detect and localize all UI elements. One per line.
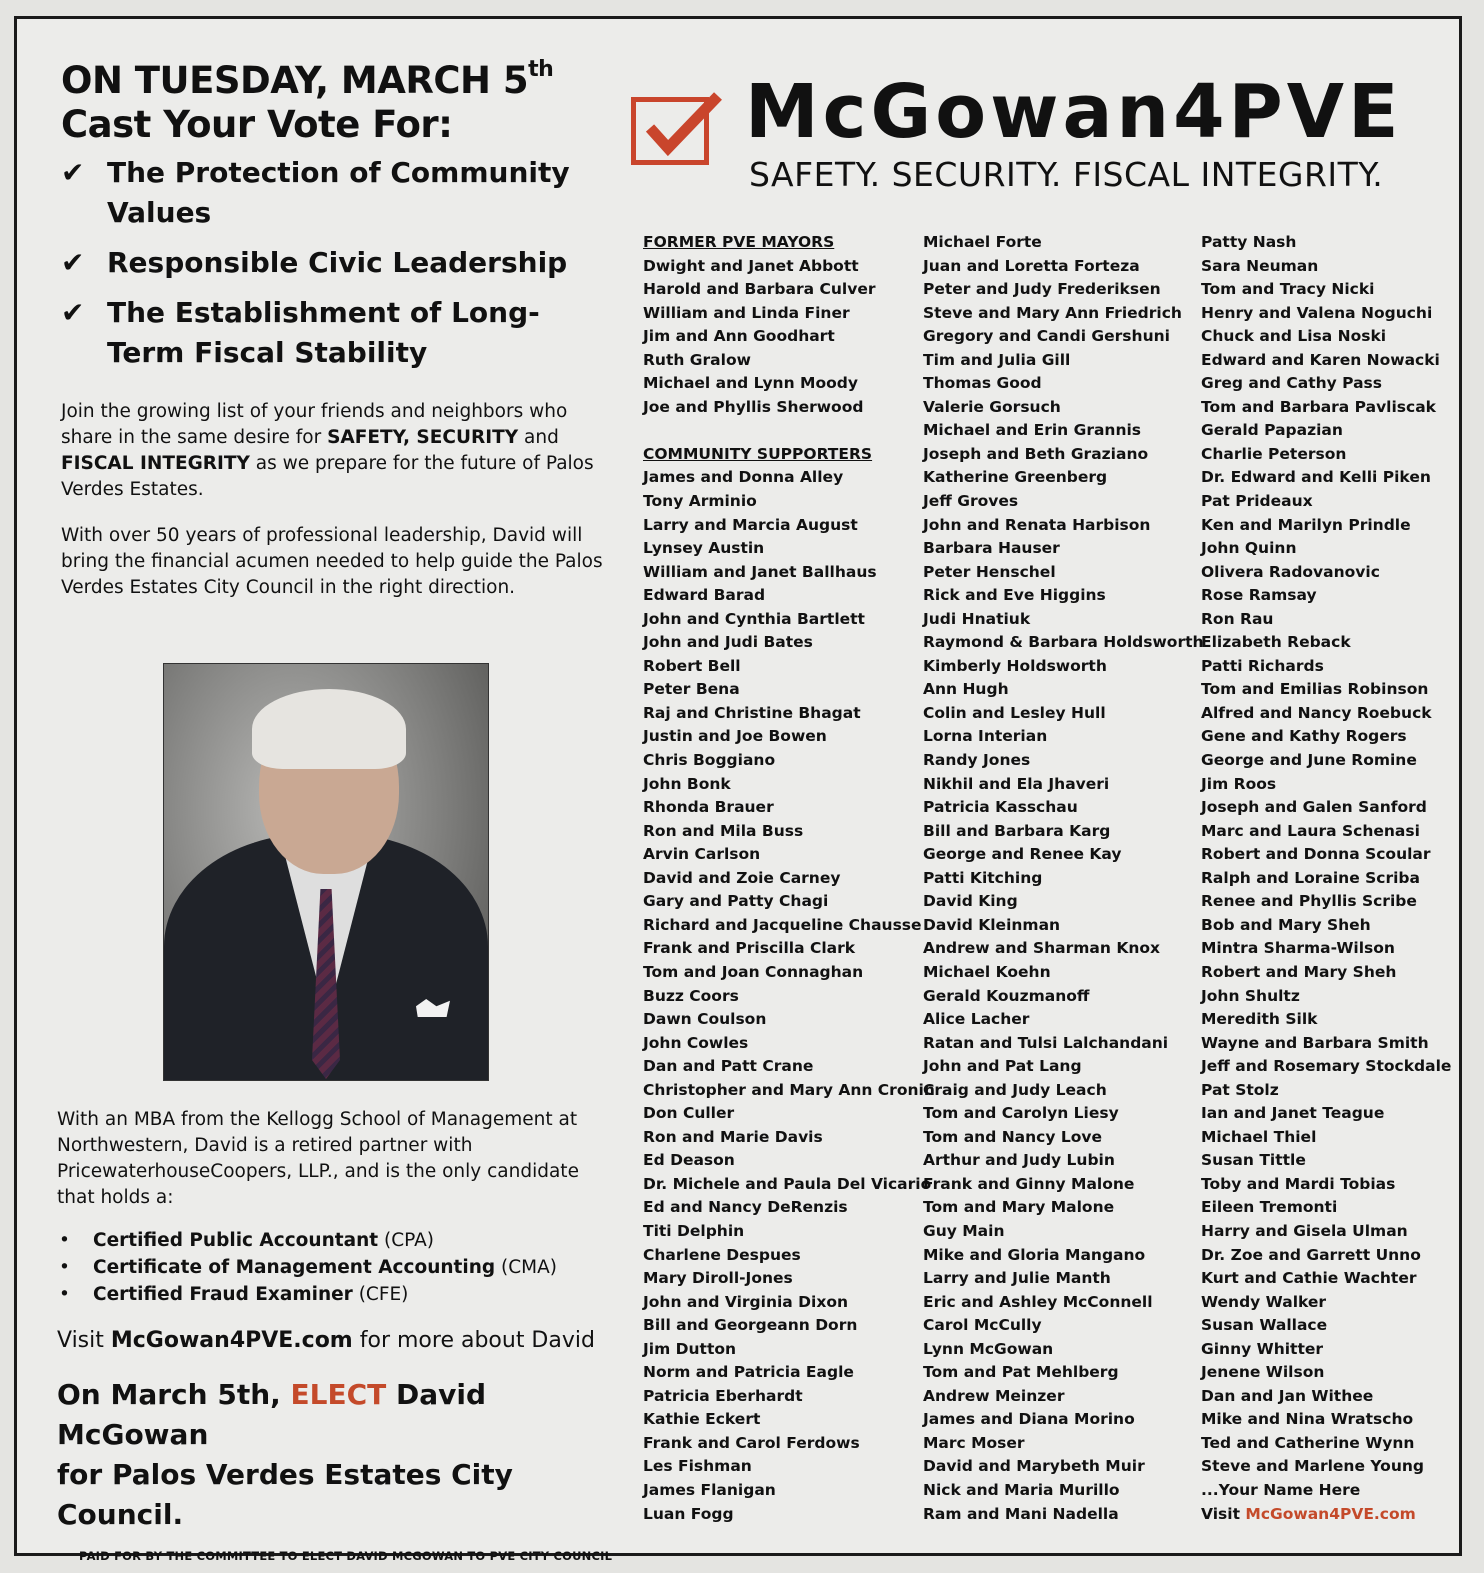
supporter-name: Ron Rau — [1201, 609, 1274, 628]
supporter-name: Joe and Phyllis Sherwood — [643, 397, 864, 416]
supporter-name: Robert Bell — [643, 656, 741, 675]
supporter-name: Dr. Michele and Paula Del Vicario — [643, 1174, 932, 1193]
bio-paragraph: With an MBA from the Kellogg School of Management at Northwestern, David is a retired partner with PricewaterhouseCoopers, LLP., and is the only candidate that holds a: — [57, 1109, 579, 1208]
supporter-name: Pat Prideaux — [1201, 492, 1313, 511]
supporter-name: Olivera Radovanovic — [1201, 562, 1380, 581]
supporter-name: Rhonda Brauer — [643, 798, 774, 817]
supporter-name: Gene and Kathy Rogers — [1201, 727, 1407, 746]
supporter-name: Tom and Mary Malone — [923, 1198, 1115, 1217]
supporter-name: Edward and Karen Nowacki — [1201, 350, 1440, 369]
supporter-name: Ron and Mila Buss — [643, 821, 804, 840]
supporter-name: Patti Richards — [1201, 656, 1324, 675]
supporter-name: Robert and Donna Scoular — [1201, 845, 1431, 864]
supporter-name: Frank and Ginny Malone — [923, 1174, 1135, 1193]
supporter-name: Alfred and Nancy Roebuck — [1201, 703, 1432, 722]
section-heading-community: COMMUNITY SUPPORTERS — [643, 444, 873, 463]
supporter-name: Mary Diroll-Jones — [643, 1269, 793, 1288]
supporter-name: Valerie Gorsuch — [923, 397, 1061, 416]
supporter-name: Dan and Jan Withee — [1201, 1386, 1374, 1405]
supporter-name: Ralph and Loraine Scriba — [1201, 868, 1420, 887]
supporter-name: Carol McCully — [923, 1316, 1042, 1335]
supporter-name: Joseph and Beth Graziano — [923, 444, 1149, 463]
supporter-name: Luan Fogg — [643, 1504, 734, 1523]
supporter-name: Titi Delphin — [643, 1221, 745, 1240]
supporter-name: Christopher and Mary Ann Cronin — [643, 1080, 935, 1099]
supporter-name: Raymond & Barbara Holdsworth — [923, 633, 1204, 652]
supporter-name: Chris Boggiano — [643, 751, 776, 770]
supporter-name: Arthur and Judy Lubin — [923, 1151, 1115, 1170]
supporter-name: Steve and Marlene Young — [1201, 1457, 1424, 1476]
supporter-name: John and Judi Bates — [643, 633, 813, 652]
supporter-name: Ed and Nancy DeRenzis — [643, 1198, 848, 1217]
supporter-name: Justin and Joe Bowen — [643, 727, 827, 746]
supporter-name: Nikhil and Ela Jhaveri — [923, 774, 1110, 793]
supporter-name: Ann Hugh — [923, 680, 1009, 699]
supporter-name: Tom and Carolyn Liesy — [923, 1104, 1119, 1123]
elect-callout: On March 5th, ELECT David McGowan for Palos Verdes Estates City Council. — [57, 1378, 513, 1531]
supporter-name: John and Renata Harbison — [923, 515, 1151, 534]
supporter-name: Susan Wallace — [1201, 1316, 1328, 1335]
supporter-name: John Bonk — [643, 774, 731, 793]
supporter-name: Tony Arminio — [643, 492, 757, 511]
supporter-name: Jim and Ann Goodhart — [643, 327, 835, 346]
value-item: ✔ The Establishment of Long-Term Fiscal Stability — [61, 293, 567, 373]
supporter-name: Renee and Phyllis Scribe — [1201, 892, 1417, 911]
supporter-name: John and Virginia Dixon — [643, 1292, 849, 1311]
supporter-name: Eric and Ashley McConnell — [923, 1292, 1153, 1311]
supporter-name: Michael Koehn — [923, 962, 1051, 981]
supporter-name: Meredith Silk — [1201, 1010, 1318, 1029]
supporter-name: Mintra Sharma-Wilson — [1201, 939, 1395, 958]
headline-line2: Cast Your Vote For: — [61, 103, 453, 146]
supporter-name: Dr. Zoe and Garrett Unno — [1201, 1245, 1421, 1264]
left-column — [61, 59, 621, 601]
supporter-name: Larry and Marcia August — [643, 515, 858, 534]
supporter-name: Guy Main — [923, 1221, 1005, 1240]
supporter-name: Ron and Marie Davis — [643, 1127, 823, 1146]
supporter-name: Les Fishman — [643, 1457, 752, 1476]
supporter-name: Frank and Priscilla Clark — [643, 939, 856, 958]
supporter-name: Elizabeth Reback — [1201, 633, 1351, 652]
supporter-name: Greg and Cathy Pass — [1201, 374, 1382, 393]
supporter-name: Tom and Barbara Pavliscak — [1201, 397, 1436, 416]
supporter-name: William and Janet Ballhaus — [643, 562, 877, 581]
supporter-name: Rose Ramsay — [1201, 586, 1317, 605]
supporter-name: George and Renee Kay — [923, 845, 1122, 864]
supporter-name: Larry and Julie Manth — [923, 1269, 1111, 1288]
supporter-name: Edward Barad — [643, 586, 766, 605]
supporter-name: Thomas Good — [923, 374, 1042, 393]
supporter-name: Wendy Walker — [1201, 1292, 1327, 1311]
supporter-name: Raj and Christine Bhagat — [643, 703, 861, 722]
supporter-name: Rick and Eve Higgins — [923, 586, 1106, 605]
supporter-name: Andrew and Sharman Knox — [923, 939, 1161, 958]
section-heading-former-mayors: FORMER PVE MAYORS — [643, 233, 835, 251]
supporter-name: James and Diana Morino — [923, 1410, 1135, 1429]
supporter-name: Jenene Wilson — [1201, 1363, 1325, 1382]
supporter-name: Patricia Kasschau — [923, 798, 1078, 817]
brand-tagline: SAFETY. SECURITY. FISCAL INTEGRITY. — [749, 155, 1384, 194]
supporter-name: Richard and Jacqueline Chausse — [643, 915, 922, 934]
supporter-name: Wayne and Barbara Smith — [1201, 1033, 1429, 1052]
credential-item: • Certified Fraud Examiner (CFE) — [59, 1284, 409, 1305]
supporter-name: Ram and Mani Nadella — [923, 1504, 1119, 1523]
supporter-name: Jim Dutton — [643, 1339, 737, 1358]
supporter-name: Ruth Gralow — [643, 350, 751, 369]
supporter-name: Bob and Mary Sheh — [1201, 915, 1371, 934]
checkmark-icon: ✔ — [61, 296, 85, 329]
campaign-ad — [14, 16, 1462, 1563]
supporters-column-2 — [923, 231, 1204, 1526]
credential-item: • Certified Public Accountant (CPA) — [59, 1230, 434, 1251]
supporter-name: Chuck and Lisa Noski — [1201, 327, 1387, 346]
visit-website-line: Visit McGowan4PVE.com for more about David — [57, 1328, 595, 1353]
supporter-name: James and Donna Alley — [643, 468, 844, 487]
supporter-name: Gary and Patty Chagi — [643, 892, 829, 911]
leadership-paragraph: With over 50 years of professional leadership, David will bring the financial acumen needed to help guide the Palos Verdes Estates City Council in the right direction. — [61, 525, 603, 598]
supporter-name: Michael and Erin Grannis — [923, 421, 1142, 440]
supporter-name: Steve and Mary Ann Friedrich — [923, 303, 1182, 322]
supporter-name: Arvin Carlson — [643, 845, 761, 864]
supporter-name: Michael Thiel — [1201, 1127, 1317, 1146]
supporter-name: Norm and Patricia Eagle — [643, 1363, 854, 1382]
paid-for-disclaimer: PAID FOR BY THE COMMITTEE TO ELECT DAVID MCGOWAN TO PVE CITY COUNCIL — [79, 1549, 613, 1563]
supporter-name: Pat Stolz — [1201, 1080, 1279, 1099]
supporter-name: Lynsey Austin — [643, 539, 765, 558]
headline-line1: ON TUESDAY, MARCH 5 — [61, 59, 529, 102]
supporter-name: John Cowles — [643, 1033, 749, 1052]
supporter-name: Peter and Judy Frederiksen — [923, 280, 1161, 299]
supporter-name: Tom and Emilias Robinson — [1201, 680, 1429, 699]
supporter-name: Toby and Mardi Tobias — [1201, 1174, 1396, 1193]
supporter-name: Colin and Lesley Hull — [923, 703, 1106, 722]
supporter-name: Susan Tittle — [1201, 1151, 1306, 1170]
supporter-name: Ratan and Tulsi Lalchandani — [923, 1033, 1169, 1052]
supporter-name: Lorna Interian — [923, 727, 1048, 746]
supporter-name: Ken and Marilyn Prindle — [1201, 515, 1411, 534]
supporter-name: Henry and Valena Noguchi — [1201, 303, 1433, 322]
supporter-name: Tim and Julia Gill — [923, 350, 1071, 369]
supporter-name: Ed Deason — [643, 1151, 735, 1170]
supporter-name: Buzz Coors — [643, 986, 739, 1005]
supporter-name: Dan and Patt Crane — [643, 1057, 814, 1076]
checkmark-icon: ✔ — [61, 246, 85, 279]
website-link[interactable]: McGowan4PVE.com — [110, 1328, 353, 1353]
website-link[interactable]: McGowan4PVE.com — [1245, 1504, 1416, 1523]
supporter-name: Lynn McGowan — [923, 1339, 1054, 1358]
supporter-name: Michael and Lynn Moody — [643, 374, 858, 393]
supporter-name: Bill and Barbara Karg — [923, 821, 1111, 840]
supporter-name: Mike and Gloria Mangano — [923, 1245, 1146, 1264]
supporter-name: Alice Lacher — [923, 1010, 1030, 1029]
supporter-name: William and Linda Finer — [643, 303, 850, 322]
supporter-name: Tom and Tracy Nicki — [1201, 280, 1375, 299]
value-item: ✔ Responsible Civic Leadership — [61, 243, 621, 283]
brand-name: McGowan4PVE — [745, 69, 1403, 155]
supporter-name: Craig and Judy Leach — [923, 1080, 1107, 1099]
visit-line: Visit McGowan4PVE.com — [1201, 1504, 1416, 1523]
supporter-name: Peter Bena — [643, 680, 740, 699]
supporter-name: Frank and Carol Ferdows — [643, 1433, 860, 1452]
supporter-name: Tom and Nancy Love — [923, 1127, 1102, 1146]
value-item: ✔ The Protection of Community Values — [61, 153, 621, 233]
supporter-name: Tom and Joan Connaghan — [643, 962, 864, 981]
supporter-name: Patricia Eberhardt — [643, 1386, 803, 1405]
supporter-name: David Kleinman — [923, 915, 1061, 934]
supporter-name: Charlie Peterson — [1201, 444, 1347, 463]
supporter-name: Kurt and Cathie Wachter — [1201, 1269, 1417, 1288]
supporter-name: Andrew Meinzer — [923, 1386, 1065, 1405]
supporters-column-3 — [1201, 231, 1451, 1526]
supporter-name: James Flanigan — [643, 1480, 776, 1499]
supporter-name: Juan and Loretta Forteza — [923, 256, 1140, 275]
supporter-name: Gerald Papazian — [1201, 421, 1343, 440]
supporter-name: John and Cynthia Bartlett — [643, 609, 865, 628]
supporter-name: Jim Roos — [1201, 774, 1277, 793]
supporter-name: Harry and Gisela Ulman — [1201, 1221, 1408, 1240]
supporter-name: David King — [923, 892, 1018, 911]
supporter-name: John and Pat Lang — [923, 1057, 1082, 1076]
headline-sup: th — [528, 57, 554, 82]
supporter-name: David and Zoie Carney — [643, 868, 841, 887]
supporter-name: Mike and Nina Wratscho — [1201, 1410, 1414, 1429]
spacer — [643, 419, 935, 443]
supporter-name: Joseph and Galen Sanford — [1201, 798, 1427, 817]
credential-item: • Certificate of Management Accounting (CMA) — [59, 1257, 558, 1278]
candidate-photo — [163, 663, 489, 1081]
supporter-name: Ian and Janet Teague — [1201, 1104, 1385, 1123]
headline — [61, 59, 621, 147]
supporter-name: Barbara Hauser — [923, 539, 1060, 558]
supporter-name: Dwight and Janet Abbott — [643, 256, 859, 275]
supporter-name: John Quinn — [1201, 539, 1297, 558]
supporter-name: Jeff Groves — [923, 492, 1019, 511]
supporter-name: Michael Forte — [923, 233, 1042, 251]
supporter-name: Patty Nash — [1201, 233, 1297, 251]
supporter-name: Charlene Despues — [643, 1245, 801, 1264]
supporter-name: Don Culler — [643, 1104, 735, 1123]
supporter-name: Sara Neuman — [1201, 256, 1319, 275]
checkmark-icon: ✔ — [61, 156, 85, 189]
supporter-name: Nick and Maria Murillo — [923, 1480, 1120, 1499]
supporter-name: John Shultz — [1201, 986, 1300, 1005]
supporter-name: Marc and Laura Schenasi — [1201, 821, 1420, 840]
supporter-name: Kathie Eckert — [643, 1410, 761, 1429]
credentials-list — [57, 1227, 617, 1308]
supporter-name: Dawn Coulson — [643, 1010, 767, 1029]
supporter-name: Gerald Kouzmanoff — [923, 986, 1090, 1005]
supporter-name: Robert and Mary Sheh — [1201, 962, 1397, 981]
supporter-name: Katherine Greenberg — [923, 468, 1108, 487]
supporter-name: David and Marybeth Muir — [923, 1457, 1145, 1476]
supporter-name: Gregory and Candi Gershuni — [923, 327, 1170, 346]
supporter-name: Ginny Whitter — [1201, 1339, 1324, 1358]
supporter-name: Judi Hnatiuk — [923, 609, 1031, 628]
checkbox-logo-icon — [631, 97, 709, 165]
supporter-name: Marc Moser — [923, 1433, 1025, 1452]
supporter-name: Eileen Tremonti — [1201, 1198, 1338, 1217]
supporter-name: Tom and Pat Mehlberg — [923, 1363, 1119, 1382]
supporter-name: George and June Romine — [1201, 751, 1417, 770]
supporters-column-1 — [643, 231, 935, 1526]
supporter-name: Ted and Catherine Wynn — [1201, 1433, 1415, 1452]
intro-paragraph: Join the growing list of your friends and neighbors who share in the same desire for SAFETY, SECURITY and FISCAL INTEGRITY as we prepare for the future of Palos Verdes Estates. — [61, 401, 594, 500]
values-list — [61, 153, 621, 373]
supporter-name: Randy Jones — [923, 751, 1031, 770]
lower-left-column — [57, 1107, 617, 1563]
supporter-name: Harold and Barbara Culver — [643, 280, 876, 299]
supporter-name: Dr. Edward and Kelli Piken — [1201, 468, 1431, 487]
supporter-name: Bill and Georgeann Dorn — [643, 1316, 858, 1335]
supporter-name: Patti Kitching — [923, 868, 1043, 887]
campaign-logo — [627, 63, 1447, 193]
your-name-here: ...Your Name Here — [1201, 1480, 1361, 1499]
supporter-name: Kimberly Holdsworth — [923, 656, 1107, 675]
supporter-name: Jeff and Rosemary Stockdale — [1201, 1057, 1452, 1076]
supporter-name: Peter Henschel — [923, 562, 1056, 581]
